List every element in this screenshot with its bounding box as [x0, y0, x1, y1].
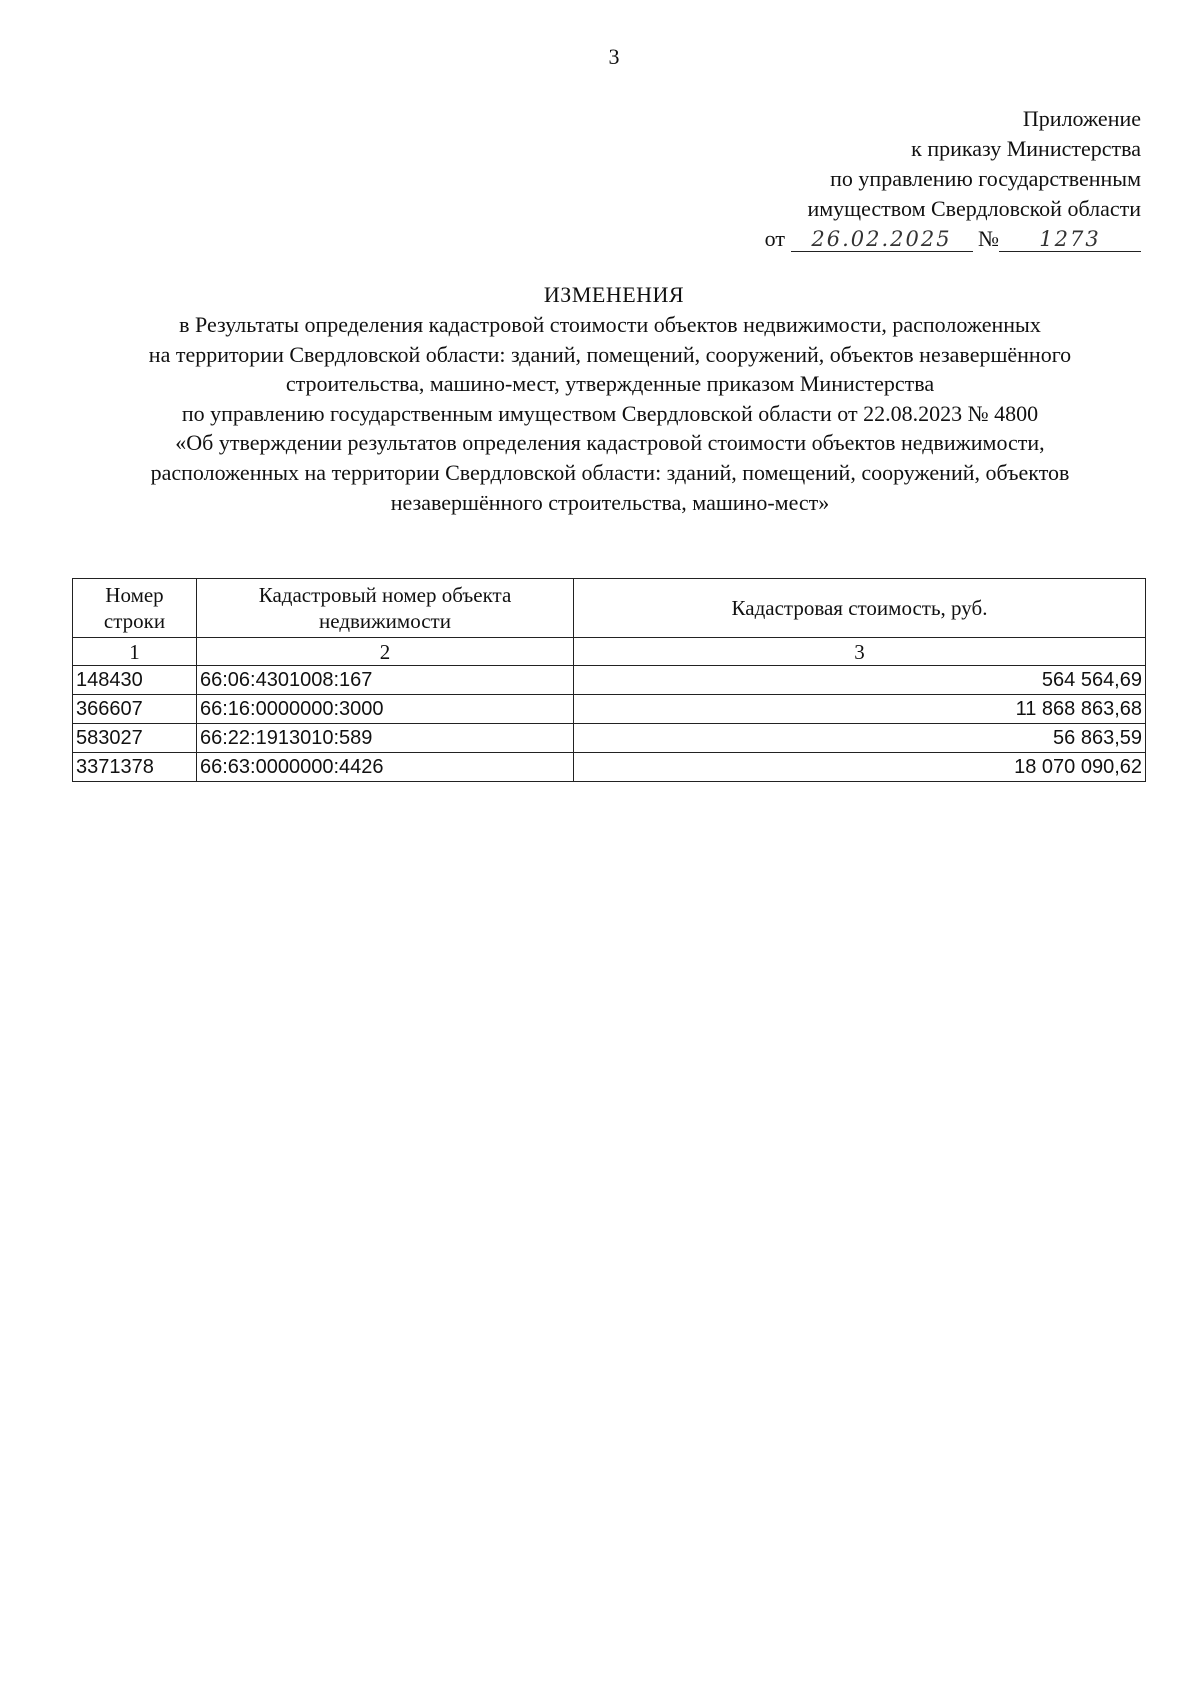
table-index-row	[73, 638, 1146, 666]
cadastral-number-cell: 66:06:4301008:167	[197, 666, 574, 695]
header-line-number	[73, 579, 197, 638]
appendix-line: к приказу Министерства	[911, 136, 1141, 161]
subtitle-line: на территории Свердловской области: зданий, помещений, сооружений, объектов незавершённого	[148, 341, 1072, 367]
appendix-line: Приложение	[1022, 106, 1141, 131]
appendix-block	[765, 104, 1141, 254]
date-prefix: от	[764, 226, 785, 251]
index-cell: 2	[197, 638, 574, 666]
cadastral-number-cell: 66:16:0000000:3000	[197, 695, 574, 724]
handwritten-date: 26.02.2025	[791, 227, 973, 252]
index-cell: 3	[574, 638, 1146, 666]
table-row	[73, 753, 1146, 782]
table-row	[73, 695, 1146, 724]
header-text: Кадастровый номер объекта	[258, 583, 512, 607]
cadastral-value-cell: 18 070 090,62	[574, 753, 1146, 782]
index-cell: 1	[73, 638, 197, 666]
cadastral-value-cell: 11 868 863,68	[574, 695, 1146, 724]
appendix-line: по управлению государственным	[830, 166, 1141, 191]
handwritten-number: 1273	[999, 227, 1141, 252]
cadastral-value-cell: 56 863,59	[574, 724, 1146, 753]
subtitle-line: незавершённого строительства, машино-мест»	[390, 489, 830, 515]
cadastral-value-cell: 564 564,69	[574, 666, 1146, 695]
cadastral-number-cell: 66:22:1913010:589	[197, 724, 574, 753]
subtitle-line: в Результаты определения кадастровой стоимости объектов недвижимости, расположенных	[179, 312, 1041, 337]
header-cadastral-value: Кадастровая стоимость, руб.	[574, 579, 1146, 638]
header-text: недвижимости	[319, 609, 451, 633]
subtitle-line: расположенных на территории Свердловской области: зданий, помещений, сооружений, объектов	[150, 459, 1070, 485]
appendix-line: имуществом Свердловской области	[807, 196, 1141, 221]
line-number-cell: 148430	[73, 666, 197, 695]
subtitle-line: строительства, машино-мест, утвержденные приказом Министерства	[285, 371, 935, 397]
number-prefix: №	[978, 226, 999, 251]
header-cadastral-number	[197, 579, 574, 638]
header-text: Номер	[105, 583, 164, 607]
subtitle-line: по управлению государственным имуществом Свердловской области от 22.08.2023 № 4800	[181, 400, 1039, 426]
line-number-cell: 583027	[73, 724, 197, 753]
subtitle-line: «Об утверждении результатов определения кадастровой стоимости объектов недвижимости,	[175, 430, 1045, 456]
line-number-cell: 3371378	[73, 753, 197, 782]
document-subtitle	[70, 310, 1150, 517]
cadastral-value-table	[72, 578, 1146, 782]
table-header-row	[73, 579, 1146, 638]
line-number-cell: 366607	[73, 695, 197, 724]
order-date-line	[765, 224, 1141, 254]
cadastral-number-cell: 66:63:0000000:4426	[197, 753, 574, 782]
document-title: ИЗМЕНЕНИЯ	[543, 282, 685, 307]
header-text: строки	[103, 609, 166, 633]
page-number: 3	[608, 44, 620, 69]
table-row	[73, 666, 1146, 695]
table-row	[73, 724, 1146, 753]
